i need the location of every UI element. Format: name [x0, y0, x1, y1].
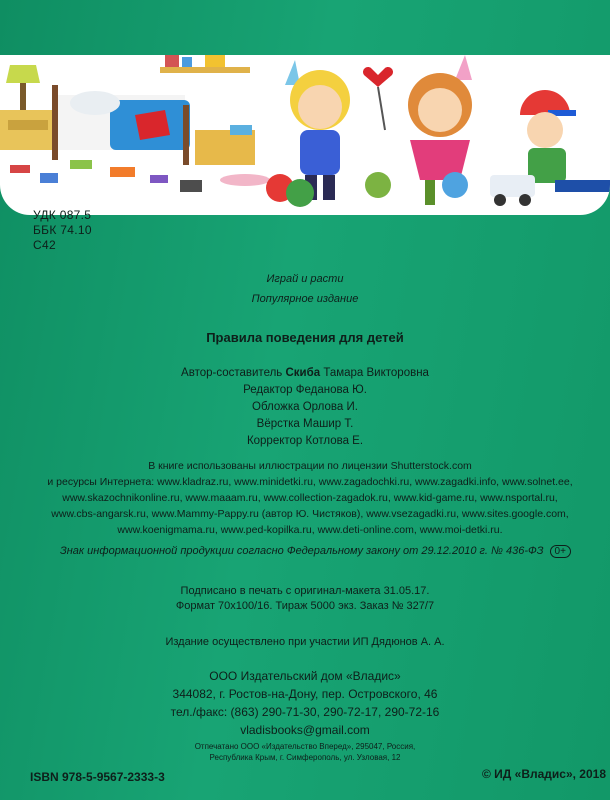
printer-info	[0, 741, 610, 763]
party-hat-2	[455, 55, 472, 80]
signed-line: Подписано в печать с оригинал-макета 31.05.17.	[180, 585, 430, 597]
published-with: Издание осуществлено при участии ИП Дядюнов А. А.	[165, 636, 445, 648]
classification-codes	[33, 208, 92, 253]
proofreader-line: Корректор Котлова Е.	[246, 435, 364, 447]
cover-illustration	[0, 55, 610, 215]
layout-line: Вёрстка Машир Т.	[256, 418, 354, 430]
series-name: Играй и расти	[266, 273, 344, 285]
age-rating-badge: 0+	[550, 545, 571, 558]
editor-line: Редактор Феданова Ю.	[243, 384, 367, 396]
cover-line: Обложка Орлова И.	[252, 401, 358, 413]
bbk-code: ББК 74.10	[33, 223, 92, 237]
printer-line: Отпечатано ООО «Издательство Вперед», 295047, Россия,	[194, 742, 416, 751]
balloon-blue	[442, 172, 468, 198]
print-info	[0, 584, 610, 614]
compiler-line	[0, 365, 610, 382]
book-title: Правила поведения для детей	[206, 330, 404, 345]
author-mark: С42	[33, 238, 56, 252]
compiler-name: Тамара Викторовна	[320, 367, 429, 379]
format-line: Формат 70х100/16. Тираж 5000 экз. Заказ № 327/7	[175, 600, 435, 612]
balloon-lightgreen	[365, 172, 391, 198]
publisher-address: 344082, г. Ростов-на-Дону, пер. Островского, 46	[172, 687, 438, 701]
printer-line: Республика Крым, г. Симферополь, ул. Узловая, 12	[209, 753, 401, 762]
publisher-phone: тел./факс: (863) 290-71-30, 290-72-17, 290-72-16	[170, 705, 440, 719]
compiler-surname: Скиба	[285, 367, 321, 379]
publisher-name: ООО Издательский дом «Владис»	[209, 669, 401, 683]
isbn: ISBN 978-5-9567-2333-3	[30, 770, 165, 784]
balloon-green	[286, 179, 314, 207]
credits	[0, 365, 610, 450]
lamp-shade	[6, 65, 40, 83]
edition-type: Популярное издание	[251, 293, 359, 305]
toy-truck	[490, 175, 535, 197]
publisher-email: vladisbooks@gmail.com	[240, 723, 370, 737]
info-product-sign	[60, 545, 600, 558]
copyright: © ИД «Владис», 2018	[481, 767, 606, 781]
resources-line: www.koenigmama.ru, www.ped-kopilka.ru, www.deti-online.com, www.moi-detki.ru.	[117, 524, 503, 536]
info-sign-text: Знак информационной продукции согласно Федеральному закону от 29.12.2010 г. № 436-ФЗ	[60, 545, 544, 557]
resources-line: www.skazochnikonline.ru, www.maaam.ru, www.collection-zagadok.ru, www.kid-game.ru, www.nsportal.ru,	[62, 492, 558, 504]
udk-code: УДК 087.5	[33, 208, 92, 222]
shelf	[160, 67, 250, 73]
resources-line: и ресурсы Интернета: www.kladraz.ru, www.minidetki.ru, www.zagadochki.ru, www.zagadki.info, www.solnet.ee,	[47, 476, 573, 488]
compiler-prefix: Автор-составитель	[181, 367, 286, 379]
resources-line: www.cbs-angarsk.ru, www.Mammy-Pappy.ru (автор Ю. Чистяков), www.vsezagadki.ru, www.sites.google.com,	[51, 508, 569, 520]
kids-party-illustration	[0, 55, 610, 215]
resources-paragraph	[30, 458, 590, 538]
resources-line: В книге использованы иллюстрации по лицензии Shutterstock.com	[148, 460, 472, 472]
publisher-block	[0, 667, 610, 739]
